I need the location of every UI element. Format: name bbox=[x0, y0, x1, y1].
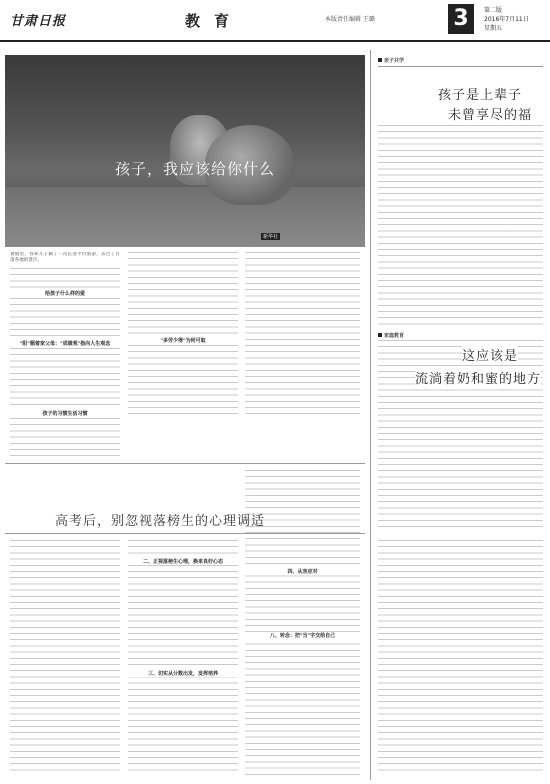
article-2-subhead-3: 四、从容应对 bbox=[245, 568, 360, 575]
photo-credit: 新华社 bbox=[262, 234, 278, 240]
article-intro: 暑假里，我和儿子做了一次长途平价旅游，去过了甘肃各地的景区。 bbox=[10, 252, 120, 264]
article-col-1-body-2 bbox=[10, 348, 120, 408]
right-article-1-rule bbox=[378, 66, 543, 67]
article-subhead-1: 给孩子什么样的爱 bbox=[44, 291, 85, 297]
article-col-1-text bbox=[10, 268, 120, 288]
article-col-1-body bbox=[10, 298, 120, 338]
right-article-2-title-2: 流淌着奶和蜜的地方 bbox=[415, 368, 541, 387]
section-title: 教育 bbox=[185, 12, 244, 30]
issue-date: 2016年7月11日 bbox=[484, 16, 529, 23]
right-article-1-title-1: 孩子是上辈子 bbox=[438, 88, 523, 103]
right-article-1-body bbox=[378, 125, 543, 325]
article-2-subhead-4: 八、转念：把"当"字交给自己 bbox=[245, 632, 360, 639]
article-col-2-text bbox=[128, 252, 238, 417]
article-col-1-body-3 bbox=[10, 418, 120, 458]
article-2-col-1 bbox=[10, 540, 120, 775]
article-2-subhead-1: 二、正视落榜生心理，换来良好心态 bbox=[128, 558, 238, 565]
article-subhead-4: 孩子的习惯生活习惯 bbox=[42, 411, 88, 417]
newspaper-logo: 甘肃日报 bbox=[10, 14, 67, 29]
article-2-headline: 高考后，别忽视落榜生的心理调适 bbox=[55, 514, 266, 529]
article-2-subhead-2: 三、切实从分数出发，发挥培养 bbox=[128, 670, 238, 677]
right-article-2-title-1: 这应该是 bbox=[462, 345, 518, 364]
right-column-divider bbox=[370, 50, 371, 780]
editor-credit: 本版责任编辑 王璐 bbox=[325, 16, 375, 23]
lion-photo bbox=[5, 55, 365, 247]
page-number: 3 bbox=[448, 4, 474, 34]
edition-label: 第二版 bbox=[484, 7, 503, 14]
right-article-2-body bbox=[378, 540, 543, 775]
right-article-2-label: 家庭教育 bbox=[378, 332, 404, 339]
right-article-1-label: 亲子共学 bbox=[378, 57, 404, 64]
weekday-label: 星期五 bbox=[484, 25, 503, 32]
article-2-col-3 bbox=[245, 470, 360, 775]
photo-ground bbox=[5, 187, 365, 247]
right-article-1-title-2: 未曾享尽的福 bbox=[448, 108, 533, 123]
date-info bbox=[484, 6, 529, 33]
article-2-col-2 bbox=[128, 540, 238, 775]
photo-caption: 孩子，我应该给你什么 bbox=[115, 160, 276, 178]
article-col-3-text bbox=[245, 252, 360, 417]
article-subhead-2: "阳"顺着家父母："成绩观"指向人生观念 bbox=[19, 341, 111, 347]
divider-mid bbox=[5, 463, 365, 464]
article-subhead-3: "多劳少得"为何可取 bbox=[128, 337, 238, 344]
